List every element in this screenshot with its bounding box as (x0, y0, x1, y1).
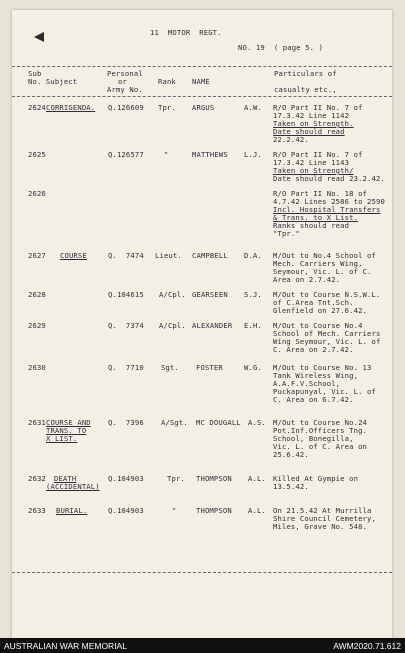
col-header-particulars: Particulars of (274, 69, 337, 78)
entry-2629-p4: C. Area on 2.7.42. (273, 345, 354, 354)
entry-2630-name: FOSTER (196, 363, 223, 372)
entry-2624-p5: 22.2.42. (273, 135, 309, 144)
entry-2624-p2: 17.3.42 Line 1142 (273, 111, 350, 120)
entry-2627-army-no: Q. 7474 (108, 251, 144, 260)
entry-2626-p5: Ranks should read (273, 221, 350, 230)
entry-2624-name: ARGUS (192, 103, 215, 112)
entry-2630-no: 2630 (28, 363, 46, 372)
entry-2631-initials: A.S. (248, 418, 266, 427)
entry-2629-p3: Wing Seymour, Vic. L. of (273, 337, 381, 346)
archive-footer (0, 638, 405, 653)
entry-2624-army-no: Q.126609 (108, 103, 144, 112)
col-header-name: NAME (192, 77, 210, 86)
entry-2625-p4: Date should read 23.2.42. (273, 174, 385, 183)
entry-2631-name: MC DOUGALL (196, 418, 241, 427)
divider-header (12, 96, 392, 97)
entry-2629-initials: E.H. (244, 321, 262, 330)
entry-2627-subject: COURSE (60, 251, 87, 260)
entry-2633-initials: A.L. (248, 506, 266, 515)
entry-2633-name: THOMPSON (196, 506, 232, 515)
entry-2633-p1: On 21.5.42 At Murrilla (273, 506, 372, 515)
entry-2631-p3: School, Bonegilla, (273, 434, 354, 443)
punch-mark-icon (34, 32, 44, 42)
entry-2625-p3: Taken on Strength/ (273, 166, 354, 175)
entry-2627-p1: M/Out to No.4 School of (273, 251, 376, 260)
entry-2627-rank: Lieut. (155, 251, 182, 260)
entry-2629-no: 2629 (28, 321, 46, 330)
entry-2633-rank: " (172, 506, 177, 515)
entry-2627-p3: Seymour, Vic. L. of C. (273, 267, 372, 276)
col-header-subject: No. Subject (28, 77, 78, 86)
entry-2628-initials: S.J. (244, 290, 262, 299)
entry-2632-name: THOMPSON (196, 474, 232, 483)
entry-2632-subject-1: DEATH (54, 474, 77, 483)
entry-2626-p3: Incl. Hospital Transfers (273, 205, 381, 214)
entry-2629-rank: A/Cpl. (159, 321, 186, 330)
entry-2625-p1: R/O Part II No. 7 of (273, 150, 363, 159)
entry-2630-p4: Puckapunyal, Vic. L. of (273, 387, 376, 396)
entry-2633-p3: Miles, Grave No. 548. (273, 522, 368, 531)
entry-2626-p2: 4.7.42 Lines 2586 to 2590 (273, 197, 385, 206)
entry-2624-subject: CORRIGENDA. (46, 103, 96, 112)
entry-2629-army-no: Q. 7374 (108, 321, 144, 330)
unit-title: 11 MOTOR REGT. (150, 28, 222, 37)
entry-2631-p2: Pot.Inf.Officers Tng. (273, 426, 368, 435)
divider-top (12, 66, 392, 67)
entry-2624-initials: A.W. (244, 103, 262, 112)
entry-2633-army-no: Q.104903 (108, 506, 144, 515)
entry-2624-p4: Date should read (273, 127, 345, 136)
entry-2632-p1: Killed At Gympie on (273, 474, 359, 483)
entry-2632-subject-2: (ACCIDENTAL) (46, 482, 100, 491)
entry-2633-p2: Shire Council Cemetery, (273, 514, 376, 523)
entry-2626-p1: R/O Part II No. 18 of (273, 189, 368, 198)
entry-2624-p1: R/O Part II No. 7 of (273, 103, 363, 112)
entry-2630-initials: W.G. (244, 363, 262, 372)
entry-2626-p4: & Trans. to X List. (273, 213, 359, 222)
col-header-casualty: casualty etc., (274, 85, 337, 94)
entry-2629-p1: M/Out to Course No.4 (273, 321, 363, 330)
document-page (12, 10, 392, 638)
entry-2631-p1: M/Out to Course No.24 (273, 418, 368, 427)
entry-2625-no: 2625 (28, 150, 46, 159)
entry-2624-p3: Taken on Strength. (273, 119, 354, 128)
entry-2624-rank: Tpr. (158, 103, 176, 112)
entry-2625-army-no: Q.126577 (108, 150, 144, 159)
col-header-rank: Rank (158, 77, 176, 86)
entry-2627-initials: D.A. (244, 251, 262, 260)
page-number: NO. 19 ( page 5. ) (238, 43, 324, 52)
divider-bottom (12, 572, 392, 573)
col-header-sub-no: Sub (28, 69, 42, 78)
entry-2627-name: CAMPBELL (192, 251, 228, 260)
entry-2627-no: 2627 (28, 251, 46, 260)
footer-accession: AWM2020.71.612 (333, 641, 401, 651)
entry-2625-initials: L.J. (244, 150, 262, 159)
entry-2633-no: 2633 (28, 506, 46, 515)
entry-2631-p4: Vic. L. of C. Area on (273, 442, 368, 451)
entry-2629-name: ALEXANDER (192, 321, 233, 330)
entry-2631-subject-3: X LIST. (46, 434, 78, 443)
entry-2632-no: 2632 (28, 474, 46, 483)
entry-2631-subject-2: TRANS. TO (46, 426, 87, 435)
entry-2628-p1: M/Out to Course N.S.W.L. (273, 290, 381, 299)
entry-2630-p1: M/Out to Course No. 13 (273, 363, 372, 372)
entry-2628-no: 2628 (28, 290, 46, 299)
entry-2625-rank: " (164, 150, 169, 159)
entry-2629-p2: School of Mech. Carriers (273, 329, 381, 338)
entry-2626-no: 2626 (28, 189, 46, 198)
entry-2630-p5: C. Area on 6.7.42. (273, 395, 354, 404)
entry-2624-no: 2624 (28, 103, 46, 112)
entry-2628-name: GEARSEEN (192, 290, 228, 299)
entry-2631-p5: 25.6.42. (273, 450, 309, 459)
entry-2630-army-no: Q. 7710 (108, 363, 144, 372)
col-header-personal: Personal (107, 69, 143, 78)
entry-2633-subject: BURIAL. (56, 506, 88, 515)
entry-2628-army-no: Q.104615 (108, 290, 144, 299)
entry-2630-rank: Sgt. (161, 363, 179, 372)
entry-2630-p2: Tank Wireless Wing, (273, 371, 359, 380)
entry-2627-p4: Area on 2.7.42. (273, 275, 341, 284)
col-header-or: or (118, 77, 127, 86)
entry-2632-army-no: Q.104903 (108, 474, 144, 483)
entry-2626-p6: "Tpr." (273, 229, 300, 238)
col-header-army-no: Army No. (107, 85, 143, 94)
entry-2628-p3: Glenfield on 27.6.42. (273, 306, 368, 315)
entry-2632-initials: A.L. (248, 474, 266, 483)
entry-2632-p2: 13.5.42. (273, 482, 309, 491)
entry-2632-rank: Tpr. (167, 474, 185, 483)
entry-2631-subject-1: COURSE AND (46, 418, 91, 427)
entry-2628-rank: A/Cpl. (159, 290, 186, 299)
entry-2625-p2: 17.3.42 Line 1143 (273, 158, 350, 167)
entry-2631-army-no: Q. 7396 (108, 418, 144, 427)
entry-2625-name: MATTHEWS (192, 150, 228, 159)
entry-2631-no: 2631 (28, 418, 46, 427)
footer-institution: AUSTRALIAN WAR MEMORIAL (4, 641, 127, 651)
entry-2628-p2: of C.Area Tnt.Sch. (273, 298, 354, 307)
entry-2631-rank: A/Sgt. (161, 418, 188, 427)
entry-2630-p3: A.A.F.V.School, (273, 379, 341, 388)
entry-2627-p2: Mech. Carriers Wing, (273, 259, 363, 268)
